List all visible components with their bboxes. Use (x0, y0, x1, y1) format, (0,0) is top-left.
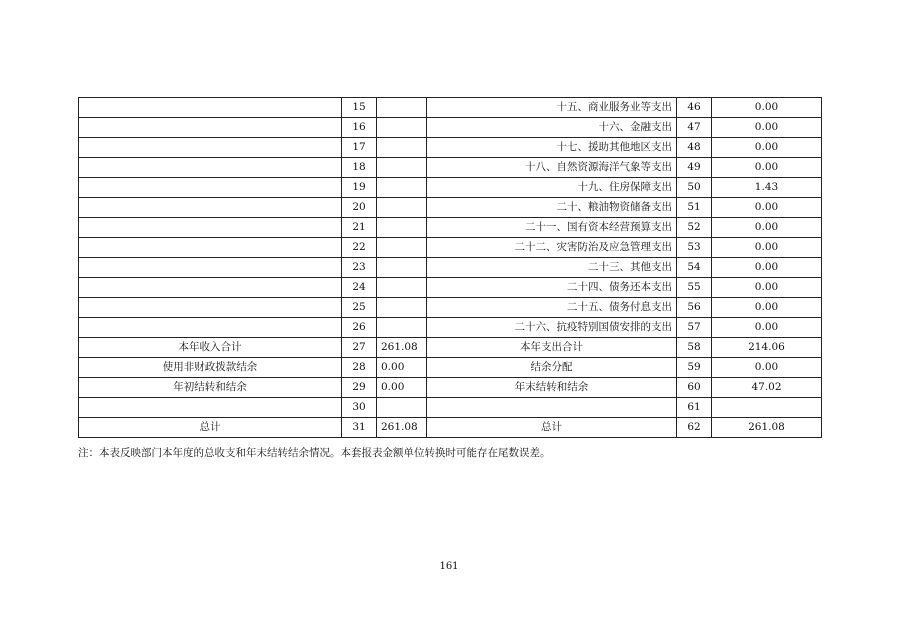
income-amount-cell (377, 218, 427, 238)
income-row-number-cell: 23 (342, 258, 377, 278)
expense-amount-cell: 0.00 (712, 138, 822, 158)
expense-row-number-cell: 58 (677, 338, 712, 358)
expense-row-number-cell: 47 (677, 118, 712, 138)
expense-amount-cell: 47.02 (712, 378, 822, 398)
income-item-cell: 总计 (79, 418, 342, 438)
expense-amount-cell: 0.00 (712, 298, 822, 318)
expense-amount-cell: 214.06 (712, 338, 822, 358)
income-amount-cell (377, 178, 427, 198)
table-row (79, 98, 822, 118)
expense-item-cell: 二十、粮油物资储备支出 (427, 198, 677, 218)
income-amount-cell: 0.00 (377, 378, 427, 398)
budget-summary-table (78, 97, 822, 438)
table-row (79, 118, 822, 138)
income-amount-cell (377, 198, 427, 218)
table-row (79, 418, 822, 438)
income-row-number-cell: 31 (342, 418, 377, 438)
table-row (79, 178, 822, 198)
income-row-number-cell: 27 (342, 338, 377, 358)
expense-amount-cell (712, 398, 822, 418)
table-row (79, 218, 822, 238)
income-row-number-cell: 16 (342, 118, 377, 138)
table-row (79, 198, 822, 218)
expense-item-cell: 二十一、国有资本经营预算支出 (427, 218, 677, 238)
income-item-cell: 使用非财政拨款结余 (79, 358, 342, 378)
income-amount-cell (377, 238, 427, 258)
income-row-number-cell: 15 (342, 98, 377, 118)
income-item-cell (79, 158, 342, 178)
expense-row-number-cell: 46 (677, 98, 712, 118)
expense-row-number-cell: 51 (677, 198, 712, 218)
table-row (79, 318, 822, 338)
income-row-number-cell: 28 (342, 358, 377, 378)
expense-amount-cell: 1.43 (712, 178, 822, 198)
expense-row-number-cell: 49 (677, 158, 712, 178)
income-item-cell (79, 398, 342, 418)
expense-item-cell: 二十三、其他支出 (427, 258, 677, 278)
expense-item-cell (427, 398, 677, 418)
table-row (79, 378, 822, 398)
income-row-number-cell: 30 (342, 398, 377, 418)
income-row-number-cell: 24 (342, 278, 377, 298)
expense-item-cell: 二十二、灾害防治及应急管理支出 (427, 238, 677, 258)
table-row (79, 278, 822, 298)
expense-item-cell: 二十五、债务付息支出 (427, 298, 677, 318)
expense-row-number-cell: 62 (677, 418, 712, 438)
expense-row-number-cell: 57 (677, 318, 712, 338)
table-row (79, 138, 822, 158)
income-item-cell (79, 198, 342, 218)
expense-item-cell: 十六、金融支出 (427, 118, 677, 138)
expense-amount-cell: 0.00 (712, 198, 822, 218)
expense-row-number-cell: 53 (677, 238, 712, 258)
income-amount-cell: 261.08 (377, 338, 427, 358)
income-amount-cell (377, 138, 427, 158)
expense-row-number-cell: 52 (677, 218, 712, 238)
income-item-cell (79, 138, 342, 158)
expense-row-number-cell: 55 (677, 278, 712, 298)
income-amount-cell (377, 298, 427, 318)
table-row (79, 398, 822, 418)
expense-amount-cell: 0.00 (712, 358, 822, 378)
expense-item-cell: 二十六、抗疫特别国债安排的支出 (427, 318, 677, 338)
income-amount-cell (377, 158, 427, 178)
income-item-cell (79, 238, 342, 258)
income-item-cell (79, 318, 342, 338)
income-amount-cell (377, 258, 427, 278)
expense-row-number-cell: 50 (677, 178, 712, 198)
income-amount-cell (377, 278, 427, 298)
expense-amount-cell: 0.00 (712, 118, 822, 138)
expense-amount-cell: 0.00 (712, 98, 822, 118)
expense-item-cell: 二十四、债务还本支出 (427, 278, 677, 298)
expense-item-cell: 总计 (427, 418, 677, 438)
expense-item-cell: 年末结转和结余 (427, 378, 677, 398)
expense-row-number-cell: 59 (677, 358, 712, 378)
income-item-cell: 本年收入合计 (79, 338, 342, 358)
income-amount-cell (377, 398, 427, 418)
expense-item-cell: 十九、住房保障支出 (427, 178, 677, 198)
income-amount-cell: 261.08 (377, 418, 427, 438)
table-footnote: 注：本表反映部门本年度的总收支和年末结转结余情况。本套报表金额单位转换时可能存在尾数误差。 (78, 447, 551, 459)
income-row-number-cell: 19 (342, 178, 377, 198)
expense-item-cell: 十七、援助其他地区支出 (427, 138, 677, 158)
expense-row-number-cell: 61 (677, 398, 712, 418)
expense-item-cell: 本年支出合计 (427, 338, 677, 358)
income-row-number-cell: 26 (342, 318, 377, 338)
expense-amount-cell: 0.00 (712, 278, 822, 298)
income-row-number-cell: 20 (342, 198, 377, 218)
income-item-cell (79, 118, 342, 138)
expense-row-number-cell: 56 (677, 298, 712, 318)
income-item-cell (79, 278, 342, 298)
table-row (79, 358, 822, 378)
income-item-cell (79, 218, 342, 238)
table-row (79, 238, 822, 258)
table-row (79, 258, 822, 278)
expense-item-cell: 十八、自然资源海洋气象等支出 (427, 158, 677, 178)
table-row (79, 298, 822, 318)
income-item-cell (79, 178, 342, 198)
expense-item-cell: 结余分配 (427, 358, 677, 378)
expense-amount-cell: 0.00 (712, 158, 822, 178)
income-row-number-cell: 17 (342, 138, 377, 158)
expense-amount-cell: 0.00 (712, 258, 822, 278)
income-item-cell (79, 298, 342, 318)
expense-row-number-cell: 48 (677, 138, 712, 158)
expense-amount-cell: 0.00 (712, 218, 822, 238)
expense-item-cell: 十五、商业服务业等支出 (427, 98, 677, 118)
table-row (79, 158, 822, 178)
income-amount-cell (377, 118, 427, 138)
income-row-number-cell: 18 (342, 158, 377, 178)
income-amount-cell (377, 318, 427, 338)
expense-row-number-cell: 54 (677, 258, 712, 278)
income-item-cell: 年初结转和结余 (79, 378, 342, 398)
income-row-number-cell: 22 (342, 238, 377, 258)
expense-amount-cell: 0.00 (712, 238, 822, 258)
income-item-cell (79, 98, 342, 118)
page-number: 161 (439, 561, 459, 572)
table-row (79, 338, 822, 358)
expense-amount-cell: 0.00 (712, 318, 822, 338)
income-item-cell (79, 258, 342, 278)
income-row-number-cell: 25 (342, 298, 377, 318)
income-row-number-cell: 29 (342, 378, 377, 398)
income-amount-cell: 0.00 (377, 358, 427, 378)
expense-row-number-cell: 60 (677, 378, 712, 398)
expense-amount-cell: 261.08 (712, 418, 822, 438)
table-body (79, 98, 822, 438)
income-amount-cell (377, 98, 427, 118)
income-row-number-cell: 21 (342, 218, 377, 238)
